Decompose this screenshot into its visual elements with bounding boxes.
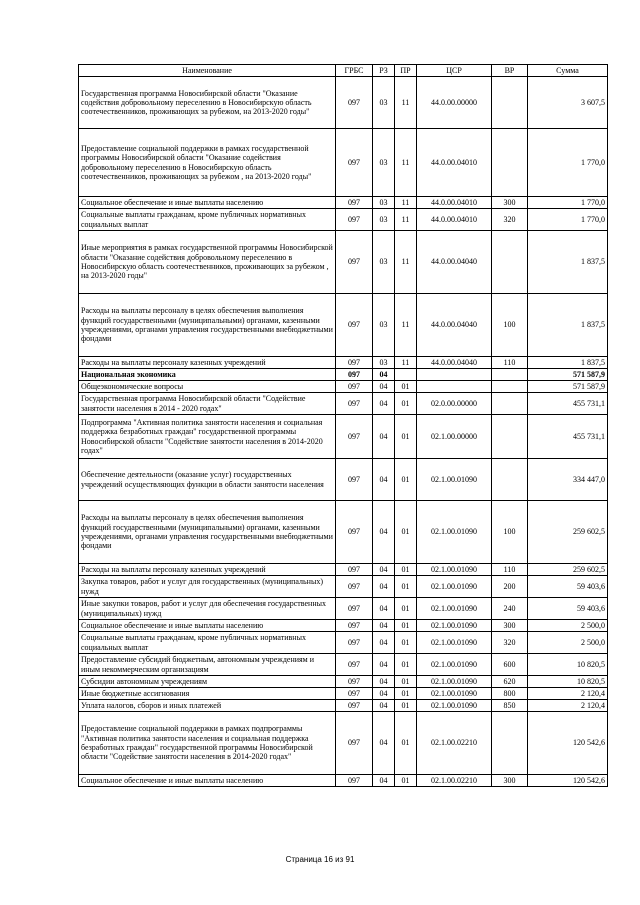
cell-sum: 10 820,5 xyxy=(528,676,608,688)
cell-name: Иные мероприятия в рамках государственной программы Новосибирской области "Оказание содействия добровольному переселению в Новосибирскую область соотечественников, проживающих за рубежом , на 2013-2020 годы" xyxy=(79,231,336,294)
cell-rz: 04 xyxy=(373,459,395,501)
cell-rz: 04 xyxy=(373,700,395,712)
cell-vr: 110 xyxy=(492,564,528,576)
table-row xyxy=(79,564,608,576)
cell-vr xyxy=(492,231,528,294)
cell-sum: 455 731,1 xyxy=(528,415,608,459)
cell-grbs: 097 xyxy=(336,676,373,688)
cell-vr xyxy=(492,712,528,775)
cell-rz: 04 xyxy=(373,564,395,576)
cell-grbs: 097 xyxy=(336,775,373,787)
table-row xyxy=(79,676,608,688)
cell-pr: 11 xyxy=(395,197,417,209)
table-header-row xyxy=(79,65,608,77)
cell-vr: 300 xyxy=(492,775,528,787)
cell-sum: 2 120,4 xyxy=(528,688,608,700)
cell-name: Расходы на выплаты персоналу казенных учреждений xyxy=(79,564,336,576)
table-row xyxy=(79,775,608,787)
cell-sum: 1 837,5 xyxy=(528,231,608,294)
cell-rz: 03 xyxy=(373,129,395,197)
cell-pr: 01 xyxy=(395,381,417,393)
cell-sum: 120 542,6 xyxy=(528,775,608,787)
table-row xyxy=(79,415,608,459)
cell-pr: 01 xyxy=(395,700,417,712)
cell-pr: 01 xyxy=(395,688,417,700)
cell-sum: 571 587,9 xyxy=(528,369,608,381)
cell-sum: 455 731,1 xyxy=(528,393,608,415)
table-row xyxy=(79,700,608,712)
cell-csr: 02.1.00.01090 xyxy=(417,654,492,676)
cell-sum: 120 542,6 xyxy=(528,712,608,775)
cell-pr: 01 xyxy=(395,654,417,676)
cell-rz: 04 xyxy=(373,620,395,632)
cell-rz: 03 xyxy=(373,77,395,129)
table-row xyxy=(79,357,608,369)
header-csr: ЦСР xyxy=(417,65,492,77)
table-row xyxy=(79,459,608,501)
header-pr: ПР xyxy=(395,65,417,77)
cell-vr: 110 xyxy=(492,357,528,369)
cell-name: Уплата налогов, сборов и иных платежей xyxy=(79,700,336,712)
cell-name: Социальные выплаты гражданам, кроме публичных нормативных социальных выплат xyxy=(79,209,336,231)
cell-rz: 03 xyxy=(373,209,395,231)
cell-csr: 02.0.00.00000 xyxy=(417,393,492,415)
cell-rz: 03 xyxy=(373,231,395,294)
header-sum: Сумма xyxy=(528,65,608,77)
header-rz: РЗ xyxy=(373,65,395,77)
header-name: Наименование xyxy=(79,65,336,77)
cell-name: Государственная программа Новосибирской области "Оказание содействия добровольному переселению в Новосибирскую область соотечественников, проживающих за рубежом, на 2013-2020 годы" xyxy=(79,77,336,129)
cell-sum: 259 602,5 xyxy=(528,501,608,564)
cell-name: Иные бюджетные ассигнования xyxy=(79,688,336,700)
cell-csr: 02.1.00.02210 xyxy=(417,712,492,775)
cell-pr: 01 xyxy=(395,501,417,564)
cell-sum: 2 120,4 xyxy=(528,700,608,712)
cell-sum: 59 403,6 xyxy=(528,576,608,598)
cell-grbs: 097 xyxy=(336,564,373,576)
cell-rz: 03 xyxy=(373,357,395,369)
cell-grbs: 097 xyxy=(336,459,373,501)
cell-rz: 04 xyxy=(373,688,395,700)
cell-sum: 571 587,9 xyxy=(528,381,608,393)
cell-pr: 01 xyxy=(395,576,417,598)
table-row xyxy=(79,294,608,357)
cell-csr: 44.0.00.00000 xyxy=(417,77,492,129)
table-row xyxy=(79,654,608,676)
cell-csr: 02.1.00.01090 xyxy=(417,598,492,620)
cell-grbs: 097 xyxy=(336,393,373,415)
cell-vr: 240 xyxy=(492,598,528,620)
cell-csr: 02.1.00.00000 xyxy=(417,415,492,459)
cell-name: Национальная экономика xyxy=(79,369,336,381)
cell-csr: 02.1.00.01090 xyxy=(417,576,492,598)
cell-grbs: 097 xyxy=(336,77,373,129)
cell-name: Расходы на выплаты персоналу в целях обеспечения выполнения функций государственными (муниципальными) органами, казенными учреждениями, органами управления государственными внебюджетными фондами xyxy=(79,501,336,564)
cell-name: Субсидии автономным учреждениям xyxy=(79,676,336,688)
cell-pr: 01 xyxy=(395,632,417,654)
cell-pr xyxy=(395,369,417,381)
cell-grbs: 097 xyxy=(336,654,373,676)
cell-grbs: 097 xyxy=(336,381,373,393)
cell-sum: 1 837,5 xyxy=(528,294,608,357)
cell-rz: 04 xyxy=(373,676,395,688)
cell-name: Социальное обеспечение и иные выплаты населению xyxy=(79,620,336,632)
cell-vr xyxy=(492,381,528,393)
cell-rz: 03 xyxy=(373,197,395,209)
cell-csr xyxy=(417,369,492,381)
table-row xyxy=(79,620,608,632)
table-row xyxy=(79,77,608,129)
cell-name: Иные закупки товаров, работ и услуг для обеспечения государственных (муниципальных) нужд xyxy=(79,598,336,620)
cell-pr: 11 xyxy=(395,77,417,129)
cell-csr: 02.1.00.01090 xyxy=(417,676,492,688)
cell-rz: 04 xyxy=(373,501,395,564)
cell-sum: 3 607,5 xyxy=(528,77,608,129)
cell-vr xyxy=(492,393,528,415)
table-row xyxy=(79,598,608,620)
cell-csr: 02.1.00.01090 xyxy=(417,700,492,712)
cell-rz: 04 xyxy=(373,632,395,654)
cell-csr: 44.0.00.04010 xyxy=(417,209,492,231)
cell-rz: 03 xyxy=(373,294,395,357)
cell-pr: 01 xyxy=(395,620,417,632)
table-row xyxy=(79,381,608,393)
header-grbs: ГРБС xyxy=(336,65,373,77)
cell-grbs: 097 xyxy=(336,632,373,654)
cell-sum: 1 837,5 xyxy=(528,357,608,369)
cell-grbs: 097 xyxy=(336,712,373,775)
cell-pr: 01 xyxy=(395,393,417,415)
cell-grbs: 097 xyxy=(336,700,373,712)
cell-name: Расходы на выплаты персоналу казенных учреждений xyxy=(79,357,336,369)
cell-vr xyxy=(492,77,528,129)
cell-sum: 2 500,0 xyxy=(528,632,608,654)
cell-sum: 1 770,0 xyxy=(528,197,608,209)
cell-pr: 11 xyxy=(395,357,417,369)
table-row xyxy=(79,231,608,294)
table-row xyxy=(79,197,608,209)
cell-vr: 600 xyxy=(492,654,528,676)
cell-sum: 259 602,5 xyxy=(528,564,608,576)
cell-sum: 59 403,6 xyxy=(528,598,608,620)
cell-sum: 1 770,0 xyxy=(528,209,608,231)
cell-pr: 01 xyxy=(395,676,417,688)
cell-vr: 320 xyxy=(492,209,528,231)
cell-name: Общеэкономические вопросы xyxy=(79,381,336,393)
cell-sum: 334 447,0 xyxy=(528,459,608,501)
cell-csr: 02.1.00.01090 xyxy=(417,501,492,564)
cell-grbs: 097 xyxy=(336,576,373,598)
cell-vr xyxy=(492,369,528,381)
cell-vr: 300 xyxy=(492,197,528,209)
cell-csr: 44.0.00.04040 xyxy=(417,231,492,294)
table-row xyxy=(79,393,608,415)
cell-vr: 800 xyxy=(492,688,528,700)
cell-csr: 02.1.00.01090 xyxy=(417,564,492,576)
cell-csr: 02.1.00.01090 xyxy=(417,620,492,632)
cell-vr: 100 xyxy=(492,294,528,357)
cell-grbs: 097 xyxy=(336,129,373,197)
table-row xyxy=(79,129,608,197)
cell-vr xyxy=(492,129,528,197)
cell-grbs: 097 xyxy=(336,294,373,357)
cell-pr: 01 xyxy=(395,564,417,576)
cell-vr: 850 xyxy=(492,700,528,712)
cell-pr: 01 xyxy=(395,598,417,620)
cell-rz: 04 xyxy=(373,598,395,620)
table-row xyxy=(79,688,608,700)
cell-csr: 44.0.00.04010 xyxy=(417,129,492,197)
cell-rz: 04 xyxy=(373,712,395,775)
page-number: Страница 16 из 91 xyxy=(285,855,355,864)
cell-grbs: 097 xyxy=(336,197,373,209)
table-row xyxy=(79,209,608,231)
cell-pr: 11 xyxy=(395,231,417,294)
cell-csr: 44.0.00.04010 xyxy=(417,197,492,209)
cell-csr: 02.1.00.01090 xyxy=(417,688,492,700)
cell-sum: 10 820,5 xyxy=(528,654,608,676)
cell-pr: 01 xyxy=(395,775,417,787)
cell-name: Обеспечение деятельности (оказание услуг) государственных учреждений осуществляющих функции в области занятости населения xyxy=(79,459,336,501)
cell-rz: 04 xyxy=(373,381,395,393)
cell-grbs: 097 xyxy=(336,357,373,369)
cell-name: Предоставление субсидий бюджетным, автономным учреждениям и иным некоммерческим организациям xyxy=(79,654,336,676)
table-row xyxy=(79,712,608,775)
cell-csr: 44.0.00.04040 xyxy=(417,357,492,369)
cell-rz: 04 xyxy=(373,775,395,787)
cell-grbs: 097 xyxy=(336,209,373,231)
cell-pr: 01 xyxy=(395,712,417,775)
cell-csr: 02.1.00.01090 xyxy=(417,632,492,654)
header-vr: ВР xyxy=(492,65,528,77)
cell-rz: 04 xyxy=(373,576,395,598)
cell-vr xyxy=(492,459,528,501)
cell-grbs: 097 xyxy=(336,620,373,632)
cell-vr: 620 xyxy=(492,676,528,688)
cell-vr: 320 xyxy=(492,632,528,654)
cell-name: Предоставление социальной поддержки в рамках государственной программы Новосибирской области "Оказание содействия добровольному переселению в Новосибирскую область соотечественников, проживающих за рубежом , на 2013-2020 годы" xyxy=(79,129,336,197)
cell-vr: 300 xyxy=(492,620,528,632)
cell-sum: 2 500,0 xyxy=(528,620,608,632)
table-row xyxy=(79,501,608,564)
cell-rz: 04 xyxy=(373,654,395,676)
table-row xyxy=(79,632,608,654)
cell-name: Подпрограмма "Активная политика занятости населения и социальная поддержка безработных граждан" государственной программы Новосибирской области "Содействие занятости населения в 2014-2020 годах" xyxy=(79,415,336,459)
cell-csr: 02.1.00.02210 xyxy=(417,775,492,787)
cell-pr: 01 xyxy=(395,415,417,459)
cell-name: Закупка товаров, работ и услуг для государственных (муниципальных) нужд xyxy=(79,576,336,598)
cell-grbs: 097 xyxy=(336,598,373,620)
cell-vr xyxy=(492,415,528,459)
cell-grbs: 097 xyxy=(336,688,373,700)
cell-pr: 01 xyxy=(395,459,417,501)
cell-rz: 04 xyxy=(373,369,395,381)
cell-csr: 44.0.00.04040 xyxy=(417,294,492,357)
cell-name: Предоставление социальной поддержки в рамках подпрограммы "Активная политика занятости населения и социальная поддержка безработных граждан" государственной программы Новосибирской области "Содействие занятости населения в 2014-2020 годах" xyxy=(79,712,336,775)
cell-sum: 1 770,0 xyxy=(528,129,608,197)
cell-grbs: 097 xyxy=(336,415,373,459)
cell-name: Расходы на выплаты персоналу в целях обеспечения выполнения функций государственными (муниципальными) органами, казенными учреждениями, органами управления государственными внебюджетными фондами xyxy=(79,294,336,357)
table-row xyxy=(79,576,608,598)
table-row xyxy=(79,369,608,381)
cell-grbs: 097 xyxy=(336,369,373,381)
cell-pr: 11 xyxy=(395,294,417,357)
cell-pr: 11 xyxy=(395,129,417,197)
cell-rz: 04 xyxy=(373,393,395,415)
cell-grbs: 097 xyxy=(336,501,373,564)
budget-table xyxy=(78,64,608,787)
cell-csr xyxy=(417,381,492,393)
cell-name: Социальное обеспечение и иные выплаты населению xyxy=(79,775,336,787)
cell-vr: 100 xyxy=(492,501,528,564)
cell-name: Социальное обеспечение и иные выплаты населению xyxy=(79,197,336,209)
cell-csr: 02.1.00.01090 xyxy=(417,459,492,501)
cell-name: Государственная программа Новосибирской области "Содействие занятости населения в 2014 - 2020 годах" xyxy=(79,393,336,415)
cell-grbs: 097 xyxy=(336,231,373,294)
cell-name: Социальные выплаты гражданам, кроме публичных нормативных социальных выплат xyxy=(79,632,336,654)
cell-vr: 200 xyxy=(492,576,528,598)
cell-rz: 04 xyxy=(373,415,395,459)
cell-pr: 11 xyxy=(395,209,417,231)
